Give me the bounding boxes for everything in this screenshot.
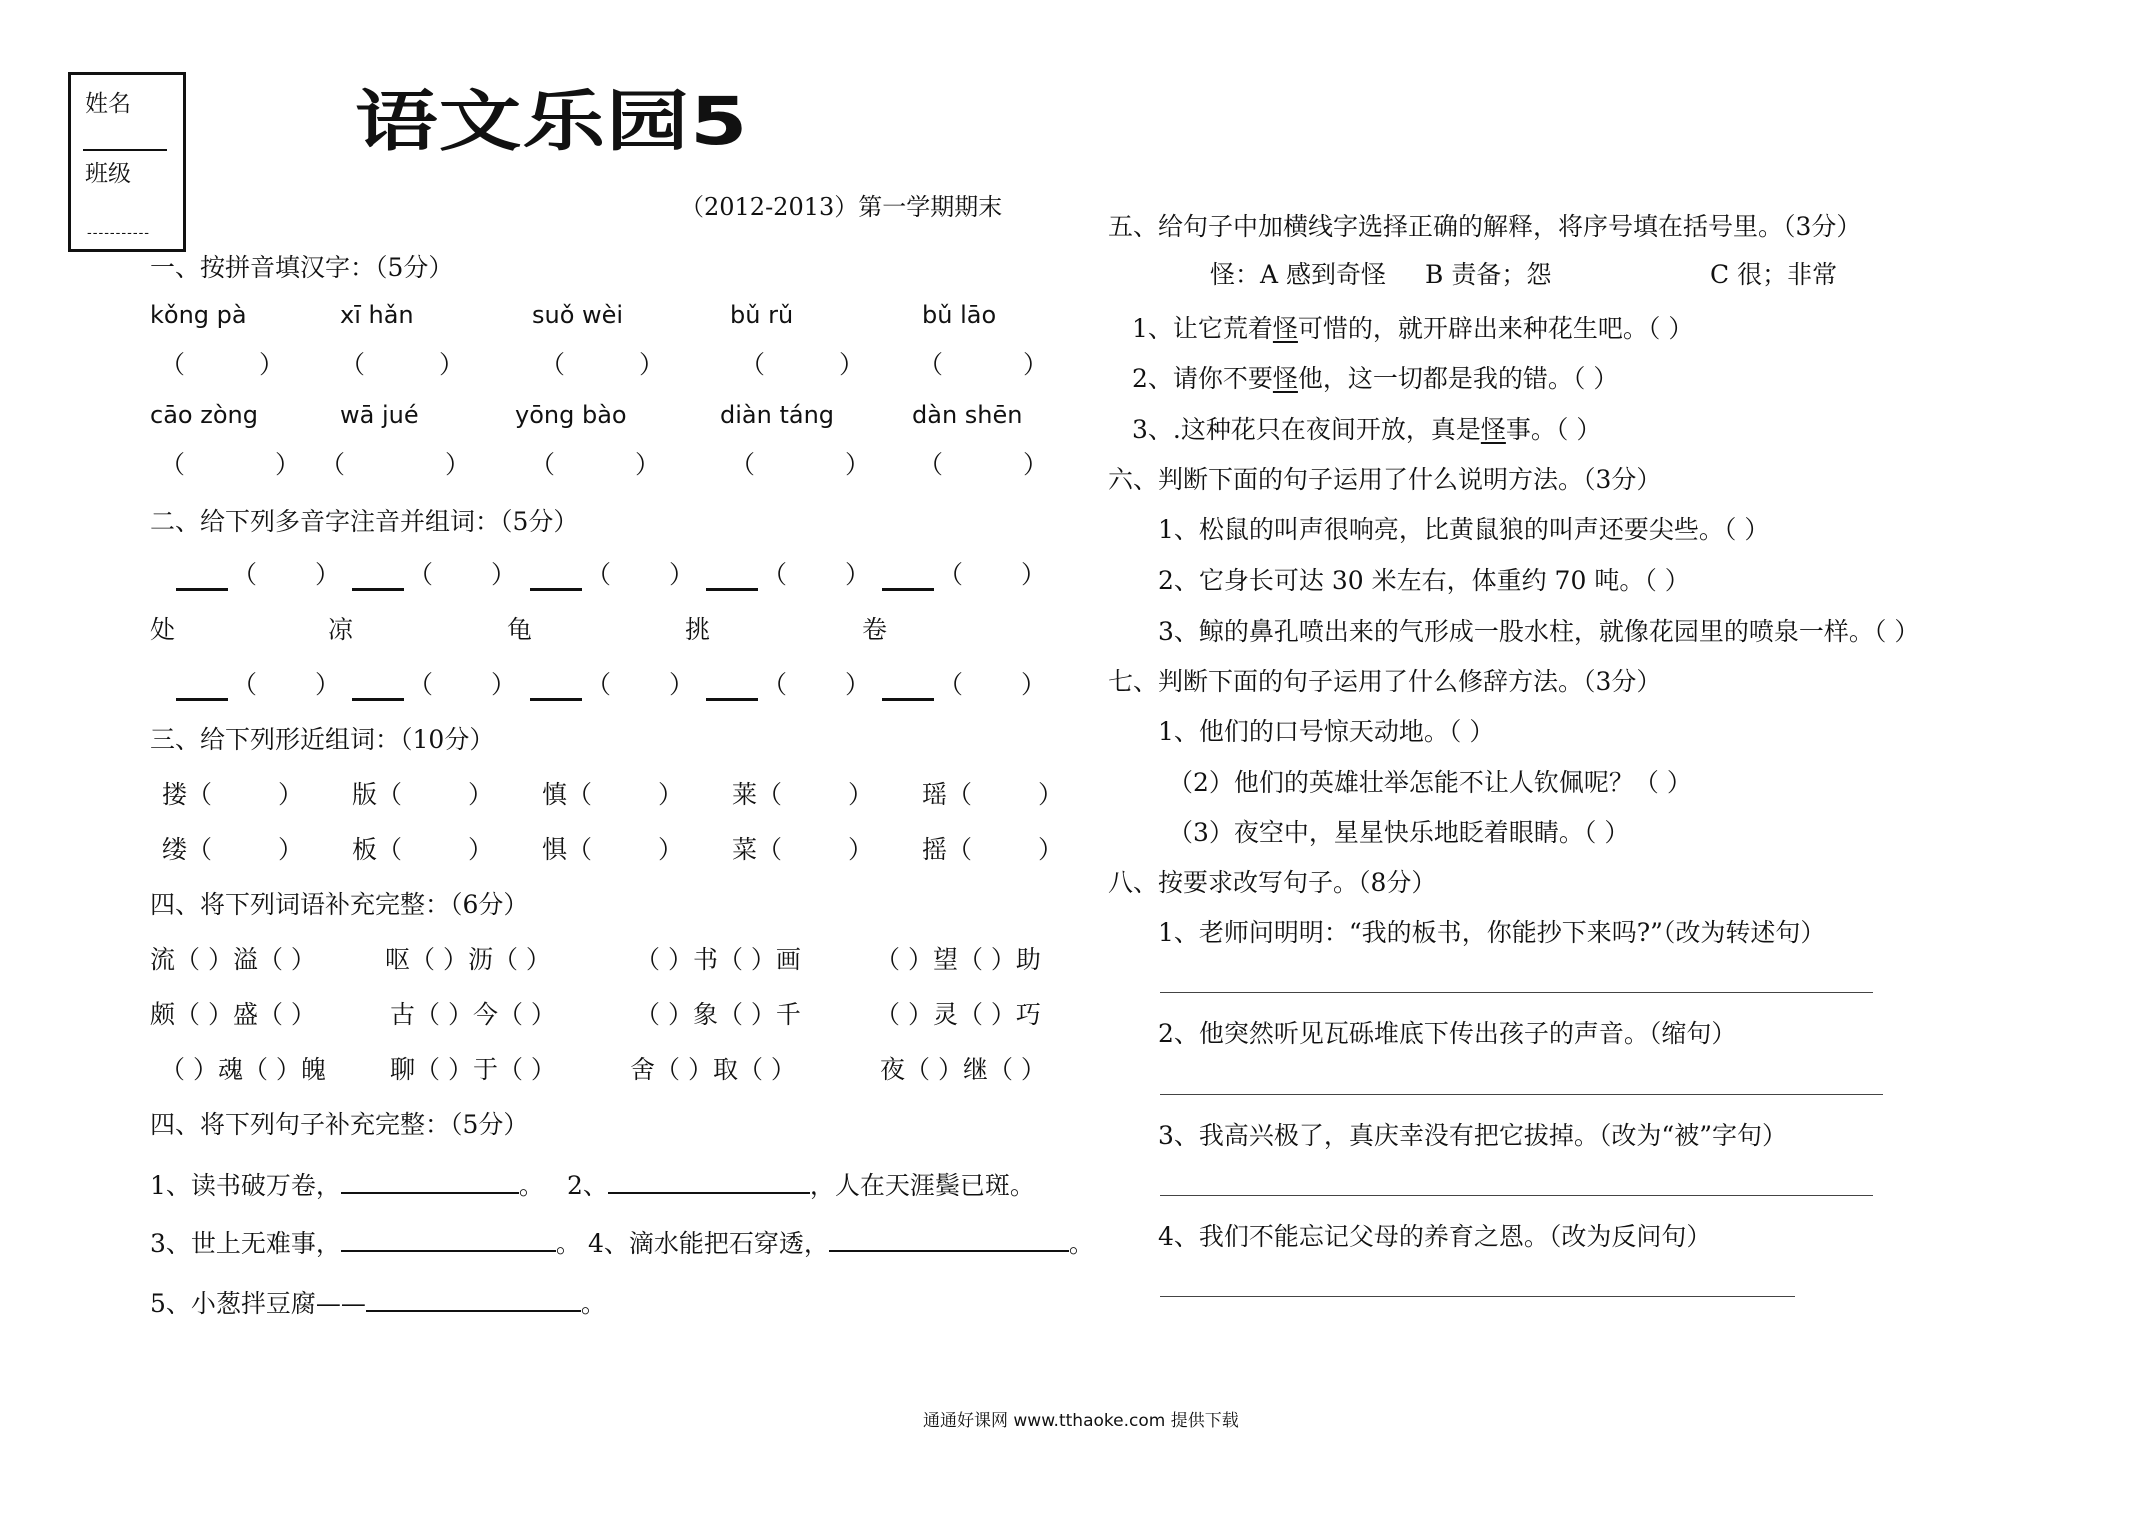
similar-char-row-1 — [162, 780, 1062, 812]
polyphone-row-bottom — [150, 670, 1050, 710]
rhetoric-question: 1、他们的口号惊天动地。（ ） — [1158, 717, 1495, 746]
answer-row-2 — [150, 450, 1050, 482]
name-class-box — [68, 72, 186, 252]
polyphone-char: 处 — [150, 615, 176, 644]
idiom-item[interactable]: 颇（ ）盛（ ） — [150, 1000, 316, 1029]
idiom-item[interactable]: （ ）灵（ ）巧 — [875, 1000, 1041, 1029]
idiom-item[interactable]: 古（ ）今（ ） — [390, 1000, 556, 1029]
page-title: 语文乐园5 — [355, 83, 749, 160]
similar-char-item[interactable]: 惧（ ） — [542, 835, 684, 864]
method-question: 3、鲸的鼻孔喷出来的气形成一股水柱，就像花园里的喷泉一样。（ ） — [1158, 617, 1920, 646]
fill-blank[interactable] — [829, 1228, 1069, 1252]
class-label: 班级 — [85, 161, 131, 187]
answer-line[interactable] — [1160, 992, 1873, 993]
similar-char-item[interactable]: 菜（ ） — [732, 835, 874, 864]
section3-heading: 三、给下列形近组词：（10分） — [150, 725, 495, 754]
idiom-row-2 — [150, 1000, 1070, 1032]
fill-blank[interactable] — [366, 1288, 581, 1312]
word-blank[interactable]: （ ） — [408, 560, 517, 589]
method-question: 1、松鼠的叫声很响亮，比黄鼠狼的叫声还要尖些。（ ） — [1158, 515, 1770, 544]
similar-char-item[interactable]: 缕（ ） — [162, 835, 304, 864]
idiom-item[interactable]: （ ）魂（ ）魄 — [160, 1055, 326, 1084]
idiom-item[interactable]: （ ）象（ ）千 — [635, 1000, 801, 1029]
right-section6-heading: 六、判断下面的句子运用了什么说明方法。（3分） — [1108, 465, 1662, 494]
polyphone-char: 卷 — [862, 615, 888, 644]
answer-line[interactable] — [1160, 1094, 1883, 1095]
polyphone-char: 凉 — [328, 615, 354, 644]
similar-char-item[interactable]: 摇（ ） — [922, 835, 1064, 864]
name-blank[interactable] — [83, 149, 167, 151]
word-blank[interactable]: （ ） — [586, 560, 695, 589]
rhetoric-question: （2）他们的英雄壮举怎能不让人钦佩呢？（ ） — [1168, 768, 1692, 797]
idiom-item[interactable]: 聊（ ）于（ ） — [390, 1055, 556, 1084]
right-section7-heading: 七、判断下面的句子运用了什么修辞方法。（3分） — [1108, 667, 1662, 696]
fill-blank[interactable] — [341, 1170, 519, 1194]
answer-blank[interactable]: （ ） — [530, 450, 661, 479]
class-blank[interactable]: ----------- — [87, 225, 151, 241]
rewrite-question: 1、老师问明明：“我的板书，你能抄下来吗?”（改为转述句） — [1158, 918, 1826, 947]
pinyin-blank[interactable] — [352, 588, 404, 591]
answer-line[interactable] — [1160, 1296, 1795, 1297]
footer-credit: 通通好课网 www.tthaoke.com 提供下载 — [923, 1411, 1239, 1431]
word-blank[interactable]: （ ） — [762, 560, 871, 589]
pinyin-blank[interactable] — [882, 698, 934, 701]
similar-char-row-2 — [162, 835, 1062, 867]
right-section5-heading: 五、给句子中加横线字选择正确的解释，将序号填在括号里。（3分） — [1108, 212, 1862, 241]
section4-heading: 四、将下列词语补充完整：（6分） — [150, 890, 529, 919]
pinyin: diàn táng — [720, 401, 835, 429]
similar-char-item[interactable]: 版（ ） — [352, 780, 494, 809]
definition-question: 2、请你不要怪他，这一切都是我的错。（ ） — [1132, 364, 1619, 393]
idiom-item[interactable]: （ ）望（ ）助 — [875, 945, 1041, 974]
word-blank[interactable]: （ ） — [232, 670, 341, 699]
answer-blank[interactable]: （ ） — [340, 350, 465, 379]
word-blank[interactable]: （ ） — [938, 560, 1047, 589]
definition-question: 1、让它荒着怪可惜的，就开辟出来种花生吧。（ ） — [1132, 314, 1694, 343]
pinyin: cāo zòng — [150, 401, 258, 429]
pinyin: bǔ rǔ — [730, 301, 794, 329]
answer-line[interactable] — [1160, 1195, 1873, 1196]
pinyin: dàn shēn — [912, 401, 1023, 429]
word-blank[interactable]: （ ） — [586, 670, 695, 699]
answer-row-1 — [150, 350, 1050, 382]
section2-heading: 二、给下列多音字注音并组词：（5分） — [150, 507, 579, 536]
answer-blank[interactable]: （ ） — [160, 350, 285, 379]
idiom-item[interactable]: 流（ ）溢（ ） — [150, 945, 316, 974]
rhetoric-question: （3）夜空中，星星快乐地眨着眼睛。（ ） — [1168, 818, 1630, 847]
rewrite-question: 2、他突然听见瓦砾堆底下传出孩子的声音。（缩句） — [1158, 1019, 1737, 1048]
fill-blank[interactable] — [341, 1228, 556, 1252]
pinyin: suǒ wèi — [532, 301, 624, 329]
pinyin-blank[interactable] — [882, 588, 934, 591]
answer-blank[interactable]: （ ） — [918, 450, 1049, 479]
word-blank[interactable]: （ ） — [762, 670, 871, 699]
rewrite-question: 4、我们不能忘记父母的养育之恩。（改为反问句） — [1158, 1222, 1712, 1251]
pinyin-blank[interactable] — [706, 698, 758, 701]
sentence-3: 3、世上无难事， 。 — [150, 1229, 581, 1258]
sentence-2: 2、 ，人在天涯鬓已斑。 — [567, 1171, 1035, 1200]
similar-char-item[interactable]: 板（ ） — [352, 835, 494, 864]
idiom-row-3 — [150, 1055, 1070, 1087]
pinyin-blank[interactable] — [176, 698, 228, 701]
idiom-item[interactable]: 夜（ ）继（ ） — [880, 1055, 1046, 1084]
word-blank[interactable]: （ ） — [408, 670, 517, 699]
definition-option: 怪：A 感到奇怪 — [1210, 260, 1387, 289]
answer-blank[interactable]: （ ） — [320, 450, 471, 479]
pinyin: bǔ lāo — [922, 301, 997, 329]
answer-blank[interactable]: （ ） — [918, 350, 1049, 379]
right-section8-heading: 八、按要求改写句子。（8分） — [1108, 868, 1437, 897]
word-blank[interactable]: （ ） — [938, 670, 1047, 699]
polyphone-chars — [150, 615, 1050, 647]
polyphone-char: 龟 — [507, 615, 533, 644]
exam-subtitle: （2012-2013）第一学期期末 — [680, 193, 1003, 221]
definition-option: B 责备；怨 — [1425, 260, 1552, 289]
sentence-5: 5、小葱拌豆腐—— 。 — [150, 1289, 606, 1318]
pinyin-blank[interactable] — [706, 588, 758, 591]
section5-heading: 四、将下列句子补充完整：（5分） — [150, 1110, 529, 1139]
name-label: 姓名 — [85, 91, 131, 117]
pinyin: kǒng pà — [150, 301, 247, 329]
sentence-4: 4、滴水能把石穿透， 。 — [588, 1229, 1094, 1258]
pinyin: yōng bào — [515, 401, 627, 429]
answer-blank[interactable]: （ ） — [160, 450, 301, 479]
pinyin-blank[interactable] — [530, 588, 582, 591]
pinyin: wā jué — [340, 401, 419, 429]
pinyin: xī hǎn — [340, 301, 414, 329]
method-question: 2、它身长可达 30 米左右，体重约 70 吨。（ ） — [1158, 566, 1690, 595]
rewrite-question: 3、我高兴极了，真庆幸没有把它拔掉。（改为“被”字句） — [1158, 1121, 1787, 1150]
idiom-item[interactable]: 呕（ ）沥（ ） — [385, 945, 551, 974]
pinyin-blank[interactable] — [352, 698, 404, 701]
similar-char-item[interactable]: 搂（ ） — [162, 780, 304, 809]
pinyin-blank[interactable] — [176, 588, 228, 591]
answer-blank[interactable]: （ ） — [730, 450, 871, 479]
polyphone-row-top — [150, 560, 1050, 600]
idiom-item[interactable]: 舍（ ）取（ ） — [630, 1055, 796, 1084]
idiom-row-1 — [150, 945, 1070, 977]
sentence-1: 1、读书破万卷， 。 — [150, 1171, 544, 1200]
answer-blank[interactable]: （ ） — [740, 350, 865, 379]
answer-blank[interactable]: （ ） — [540, 350, 665, 379]
similar-char-item[interactable]: 慎（ ） — [542, 780, 684, 809]
pinyin-blank[interactable] — [530, 698, 582, 701]
idiom-item[interactable]: （ ）书（ ）画 — [635, 945, 801, 974]
definition-question: 3、.这种花只在夜间开放，真是怪事。（ ） — [1132, 415, 1602, 444]
definition-options — [1210, 260, 1910, 292]
word-blank[interactable]: （ ） — [232, 560, 341, 589]
similar-char-item[interactable]: 莱（ ） — [732, 780, 874, 809]
similar-char-item[interactable]: 瑶（ ） — [922, 780, 1064, 809]
definition-option: C 很；非常 — [1710, 260, 1838, 289]
polyphone-char: 挑 — [685, 615, 711, 644]
section1-heading: 一、按拼音填汉字：（5分） — [150, 253, 454, 282]
fill-blank[interactable] — [608, 1170, 810, 1194]
